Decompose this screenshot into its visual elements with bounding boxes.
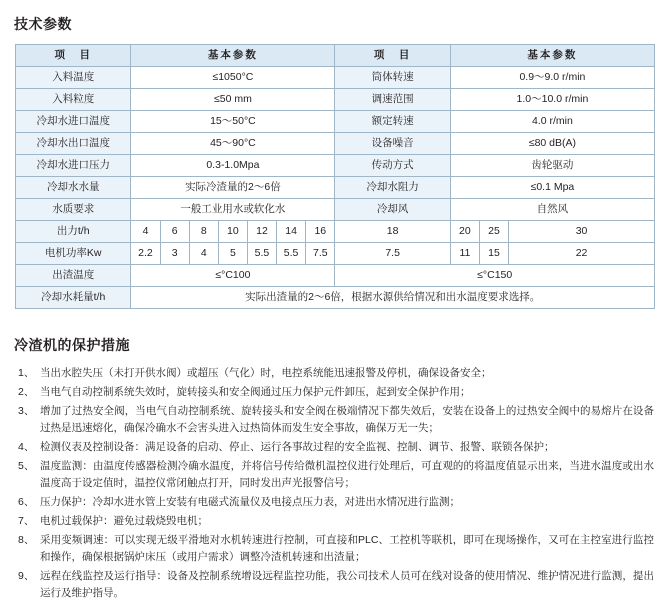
cell-value: 4 — [131, 221, 160, 243]
cell-label: 调速范围 — [335, 89, 450, 111]
cell-value: ≤°C100 — [131, 265, 335, 287]
cell-label-power: 电机功率Kw — [16, 243, 131, 265]
table-row-slag-temp — [16, 265, 655, 287]
cell-value: 5 — [218, 243, 247, 265]
header-param-left: 基本参数 — [131, 45, 335, 67]
cell-value: 15 — [479, 243, 508, 265]
list-item-text: 增加了过热安全阀，当电气自动控制系统、旋转接头和安全阀在极端情况下都失效后，安装在设备上的过热安全阀中的易熔片在设备过热是迅速熔化，确保冷确水不会害头进入过热筒体而发生安全事故，确保万无一失； — [40, 405, 654, 434]
cell-value: 齿轮驱动 — [450, 155, 654, 177]
cell-value: 25 — [479, 221, 508, 243]
document-page — [0, 14, 670, 614]
spec-table — [15, 44, 655, 309]
cell-label-output: 出力t/h — [16, 221, 131, 243]
list-item — [18, 403, 654, 437]
list-item — [18, 365, 654, 382]
cell-value: 7.5 — [335, 243, 450, 265]
cell-value: 实际冷渣量的2～6倍 — [131, 177, 335, 199]
cell-value: 16 — [306, 221, 335, 243]
cell-label: 冷却水进口压力 — [16, 155, 131, 177]
cell-value: 7.5 — [306, 243, 335, 265]
header-param-right: 基本参数 — [450, 45, 654, 67]
list-item-text: 采用变频调速：可以实现无级平滑地对水机转速进行控制，可直接和PLC、工控机等联机，即可在现场操作，又可在主控室进行监控和操作，确保根据锅炉床压（或用户需求）调整冷渣机转速和出渣量； — [40, 534, 654, 563]
list-item-text: 压力保护：冷却水进水管上安装有电磁式流量仪及电接点压力表，对进出水情况进行监测； — [40, 496, 460, 508]
cell-value: 4 — [189, 243, 218, 265]
cell-value: ≤0.1 Mpa — [450, 177, 654, 199]
list-item-number: 8、 — [18, 534, 35, 546]
table-row — [16, 67, 655, 89]
cell-label: 冷却风 — [335, 199, 450, 221]
header-item-right: 项 目 — [335, 45, 450, 67]
cell-value: 实际出渣量的2～6倍，根据水源供给情况和出水温度要求选择。 — [131, 287, 655, 309]
list-item — [18, 513, 654, 530]
cell-value: 8 — [189, 221, 218, 243]
cell-value: ≤1050°C — [131, 67, 335, 89]
cell-value: 20 — [450, 221, 479, 243]
list-item-number: 6、 — [18, 496, 35, 508]
cell-value: 0.9～9.0 r/min — [450, 67, 654, 89]
cell-value: 自然风 — [450, 199, 654, 221]
cell-value: 2.2 — [131, 243, 160, 265]
cell-label: 冷却水阻力 — [335, 177, 450, 199]
cell-label: 冷却水水量 — [16, 177, 131, 199]
protection-measures-list — [18, 365, 654, 602]
list-item — [18, 568, 654, 602]
cell-value: 3 — [160, 243, 189, 265]
cell-value: 18 — [335, 221, 450, 243]
cell-value: 5.5 — [277, 243, 306, 265]
cell-value: ≤80 dB(A) — [450, 133, 654, 155]
list-item-number: 5、 — [18, 460, 35, 472]
list-item-text: 电机过载保护：避免过载烧毁电机； — [40, 515, 208, 527]
list-item — [18, 384, 654, 401]
table-row — [16, 199, 655, 221]
cell-value: 45～90°C — [131, 133, 335, 155]
table-row — [16, 155, 655, 177]
cell-value: 一般工业用水或软化水 — [131, 199, 335, 221]
table-row — [16, 111, 655, 133]
list-item-text: 温度监测：由温度传感器检测冷确水温度，并将信号传给微机温控仪进行处理后，可直观的的将温度值显示出来，当进水温度或出水温度高于设定值时，温控仪常闭触点打开，同时发出声光报警信号； — [40, 460, 654, 489]
table-row-water-consume — [16, 287, 655, 309]
list-item-text: 当电气自动控制系统失效时，旋转接头和安全阀通过压力保护元件卸压，起到安全保护作用； — [40, 386, 471, 398]
list-item-number: 4、 — [18, 441, 35, 453]
table-row — [16, 133, 655, 155]
cell-value: 10 — [218, 221, 247, 243]
cell-value: 30 — [509, 221, 655, 243]
list-item-number: 7、 — [18, 515, 35, 527]
cell-value: ≤50 mm — [131, 89, 335, 111]
cell-label: 入料温度 — [16, 67, 131, 89]
table-row-power — [16, 243, 655, 265]
cell-label: 水质要求 — [16, 199, 131, 221]
cell-label: 冷却水进口温度 — [16, 111, 131, 133]
list-item-number: 2、 — [18, 386, 35, 398]
cell-value: 5.5 — [247, 243, 276, 265]
table-row — [16, 177, 655, 199]
list-item — [18, 439, 654, 456]
list-item-number: 9、 — [18, 570, 35, 582]
cell-value: 15～50°C — [131, 111, 335, 133]
list-item-text: 当出水腔失压（未打开供水阀）或超压（气化）时，电控系统能迅速报警及停机，确保设备安全； — [40, 367, 492, 379]
list-item — [18, 458, 654, 492]
list-item — [18, 494, 654, 511]
cell-label: 额定转速 — [335, 111, 450, 133]
table-row-header — [16, 45, 655, 67]
list-item-number: 1、 — [18, 367, 35, 379]
cell-value: 4.0 r/min — [450, 111, 654, 133]
cell-label-water-consume: 冷却水耗量t/h — [16, 287, 131, 309]
cell-label: 设备噪音 — [335, 133, 450, 155]
cell-label: 入料粒度 — [16, 89, 131, 111]
cell-value: 11 — [450, 243, 479, 265]
table-row — [16, 89, 655, 111]
list-item — [18, 532, 654, 566]
spec-section-title: 技术参数 — [14, 16, 72, 32]
cell-label: 冷却水出口温度 — [16, 133, 131, 155]
list-item-number: 3、 — [18, 405, 35, 417]
cell-value: 1.0～10.0 r/min — [450, 89, 654, 111]
cell-value: 0.3-1.0Mpa — [131, 155, 335, 177]
protection-section-title: 冷渣机的保护措施 — [14, 337, 130, 353]
list-item-text: 检测仪表及控制设备：满足设备的启动、停止、运行各事故过程的安全监视、控制、调节、报警、联锁各保护； — [40, 441, 555, 453]
table-row-output — [16, 221, 655, 243]
cell-value: ≤°C150 — [335, 265, 655, 287]
header-item-left: 项 目 — [16, 45, 131, 67]
cell-label: 传动方式 — [335, 155, 450, 177]
cell-label: 筒体转速 — [335, 67, 450, 89]
cell-value: 12 — [247, 221, 276, 243]
cell-value: 22 — [509, 243, 655, 265]
cell-label-slag-temp: 出渣温度 — [16, 265, 131, 287]
list-item-text: 远程在线监控及运行指导：设备及控制系统增设远程监控功能，我公司技术人员可在线对设备的使用情况、维护情况进行监测，提出运行及维护指导。 — [40, 570, 654, 599]
cell-value: 6 — [160, 221, 189, 243]
cell-value: 14 — [277, 221, 306, 243]
